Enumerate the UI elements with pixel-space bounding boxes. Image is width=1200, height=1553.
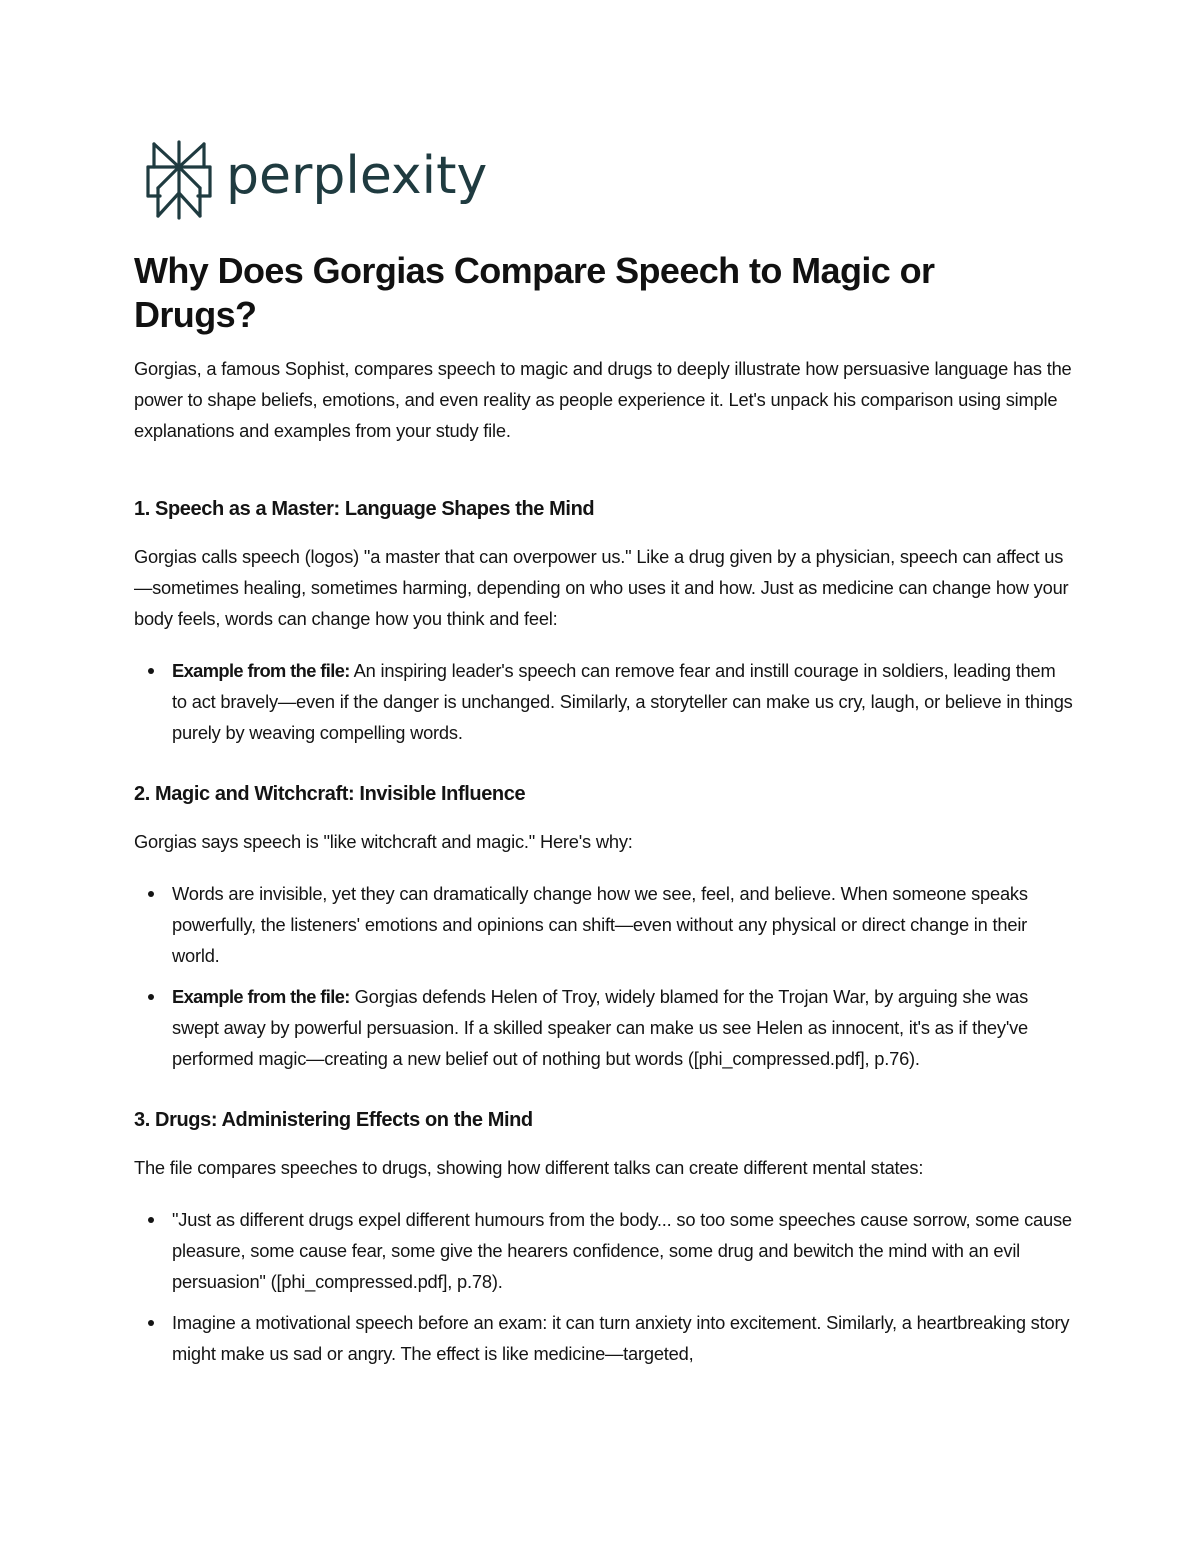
section-body: Gorgias calls speech (logos) "a master that can overpower us." Like a drug given by a physician, speech can affect us—sometimes healing, sometimes harming, depending on who uses it and how. Just as medicine can change how your body feels, words can change how you think and feel: (134, 546, 1069, 629)
brand-name: perplexity (226, 146, 488, 206)
list-item-text: Gorgias defends Helen of Troy, widely blamed for the Trojan War, by arguing she was swept away by powerful persuasion. If a skilled speaker can make us see Helen as innocent, it's as if they've performed magic—creating a new belief out of nothing but words ([phi_compressed.pdf], p.76). (172, 986, 1029, 1069)
bullet-dot (148, 668, 154, 674)
list-item-text: Imagine a motivational speech before an exam: it can turn anxiety into excitement. Similarly, a heartbreaking story might make us sad or angry. The effect is like medicine—targeted, (172, 1312, 1070, 1364)
bullet-dot (148, 1320, 154, 1326)
list-item (134, 1307, 1074, 1369)
example-label: Example from the file: (172, 986, 350, 1007)
bullet-dot (148, 994, 154, 1000)
bullet-list (134, 878, 1074, 1074)
section-body: Gorgias says speech is "like witchcraft and magic." Here's why: (134, 831, 633, 852)
list-item-text: An inspiring leader's speech can remove fear and instill courage in soldiers, leading them to act bravely—even if the danger is unchanged. Similarly, a storyteller can make us cry, laugh, or believe in things purely by weaving compelling words. (172, 660, 1073, 743)
section-body: The file compares speeches to drugs, showing how different talks can create different mental states: (134, 1157, 924, 1178)
list-item-text: "Just as different drugs expel different humours from the body... so too some speeches cause sorrow, some cause pleasure, some cause fear, some give the hearers confidence, some drug and bewitch the mind with an evil persuasion" ([phi_compressed.pdf], p.78). (172, 1209, 1072, 1292)
document-body (134, 353, 1074, 1369)
perplexity-asterisk-icon (146, 140, 212, 220)
list-item (134, 878, 1074, 971)
list-item (134, 981, 1074, 1074)
section-heading: 1. Speech as a Master: Language Shapes the Mind (134, 498, 595, 520)
bullet-list (134, 1204, 1074, 1369)
list-item (134, 1204, 1074, 1297)
bullet-list (134, 655, 1074, 748)
section-heading: 3. Drugs: Administering Effects on the Mind (134, 1109, 533, 1131)
perplexity-logo (146, 140, 487, 220)
example-label: Example from the file: (172, 660, 350, 681)
page-title: Why Does Gorgias Compare Speech to Magic or Drugs? (134, 250, 935, 335)
intro-paragraph: Gorgias, a famous Sophist, compares speech to magic and drugs to deeply illustrate how persuasive language has the power to shape beliefs, emotions, and even reality as people experience it. Let's unpack his comparison using simple explanations and examples from your study file. (134, 358, 1072, 441)
list-item-text: Words are invisible, yet they can dramatically change how we see, feel, and believe. When someone speaks powerfully, the listeners' emotions and opinions can shift—even without any physical or direct change in their world. (172, 883, 1028, 966)
bullet-dot (148, 1217, 154, 1223)
list-item (134, 655, 1074, 748)
section-heading: 2. Magic and Witchcraft: Invisible Influence (134, 783, 526, 805)
bullet-dot (148, 891, 154, 897)
